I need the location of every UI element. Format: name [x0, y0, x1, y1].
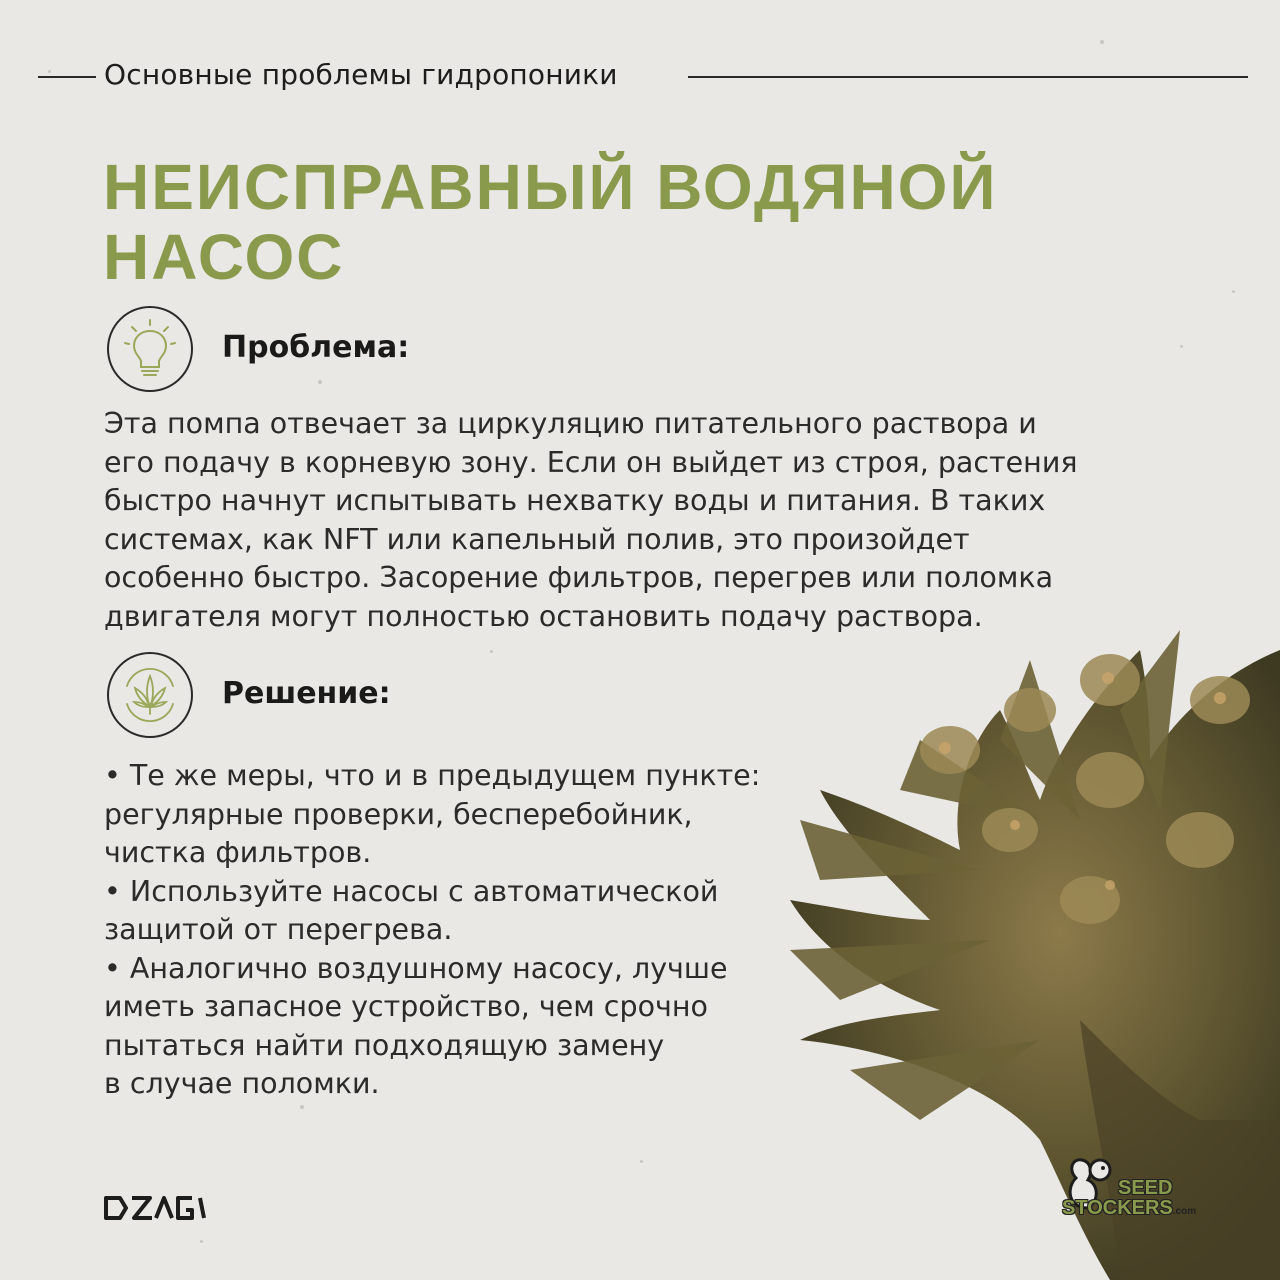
solution-line: в случае поломки.	[104, 1067, 380, 1100]
solution-line: • Аналогично воздушному насосу, лучше	[104, 951, 728, 985]
paper-speck	[1180, 345, 1183, 348]
solution-line: чистка фильтров.	[104, 836, 372, 869]
paper-speck	[1100, 40, 1104, 44]
solution-icon-circle	[107, 652, 193, 738]
solution-line: • Используйте насосы с автоматической	[104, 874, 719, 908]
seed-stockers-logo	[1062, 1177, 1197, 1222]
solution-heading: Решение:	[222, 676, 391, 711]
header-subtitle: Основные проблемы гидропоники	[104, 58, 618, 91]
paper-speck	[300, 1105, 304, 1109]
title-line-2: НАСОС	[103, 221, 345, 293]
solution-line: пытаться найти подходящую замену	[104, 1028, 665, 1062]
problem-line: системах, как NFT или капельный полив, это произойдет	[104, 522, 970, 556]
logo-stockers-line	[1062, 1198, 1196, 1222]
solution-line: защитой от перегрева.	[104, 913, 453, 946]
header-line-left	[38, 76, 96, 78]
paper-speck	[1232, 290, 1235, 293]
title-line-1: НЕИСПРАВНЫЙ ВОДЯНОЙ	[103, 151, 998, 223]
problem-line: двигателя могут полностью остановить подачу раствора.	[104, 599, 983, 633]
solution-line: иметь запасное устройство, чем срочно	[104, 990, 708, 1023]
logo-seed-text: SEED	[1118, 1177, 1173, 1199]
page-title	[103, 152, 1003, 292]
solution-line: регулярные проверки, бесперебойник,	[104, 797, 693, 831]
problem-line: его подачу в корневую зону. Если он выйдет из строя, растения	[104, 445, 1078, 479]
header-line-right	[688, 76, 1248, 78]
problem-line: особенно быстро. Засорение фильтров, перегрев или поломка	[104, 561, 1054, 594]
problem-icon-circle	[107, 306, 193, 392]
logo-stockers-text: STOCKERS	[1062, 1197, 1173, 1219]
paper-speck	[200, 1240, 203, 1243]
problem-line: Эта помпа отвечает за циркуляцию питательного раствора и	[104, 407, 1037, 440]
paper-speck	[490, 650, 493, 653]
dzagi-logo	[102, 1188, 226, 1228]
header	[0, 56, 1280, 96]
cannabis-leaf-icon	[117, 662, 183, 728]
problem-heading: Проблема:	[222, 330, 410, 365]
solution-list	[104, 757, 824, 1104]
logo-com-text: .com	[1172, 1206, 1197, 1217]
paper-speck	[640, 1160, 643, 1163]
paper-speck	[318, 380, 322, 384]
solution-line: • Те же меры, что и в предыдущем пункте:	[104, 759, 761, 792]
lightbulb-icon	[120, 317, 180, 381]
problem-line: быстро начнут испытывать нехватку воды и питания. В таких	[104, 484, 1046, 517]
problem-text	[104, 405, 1204, 636]
